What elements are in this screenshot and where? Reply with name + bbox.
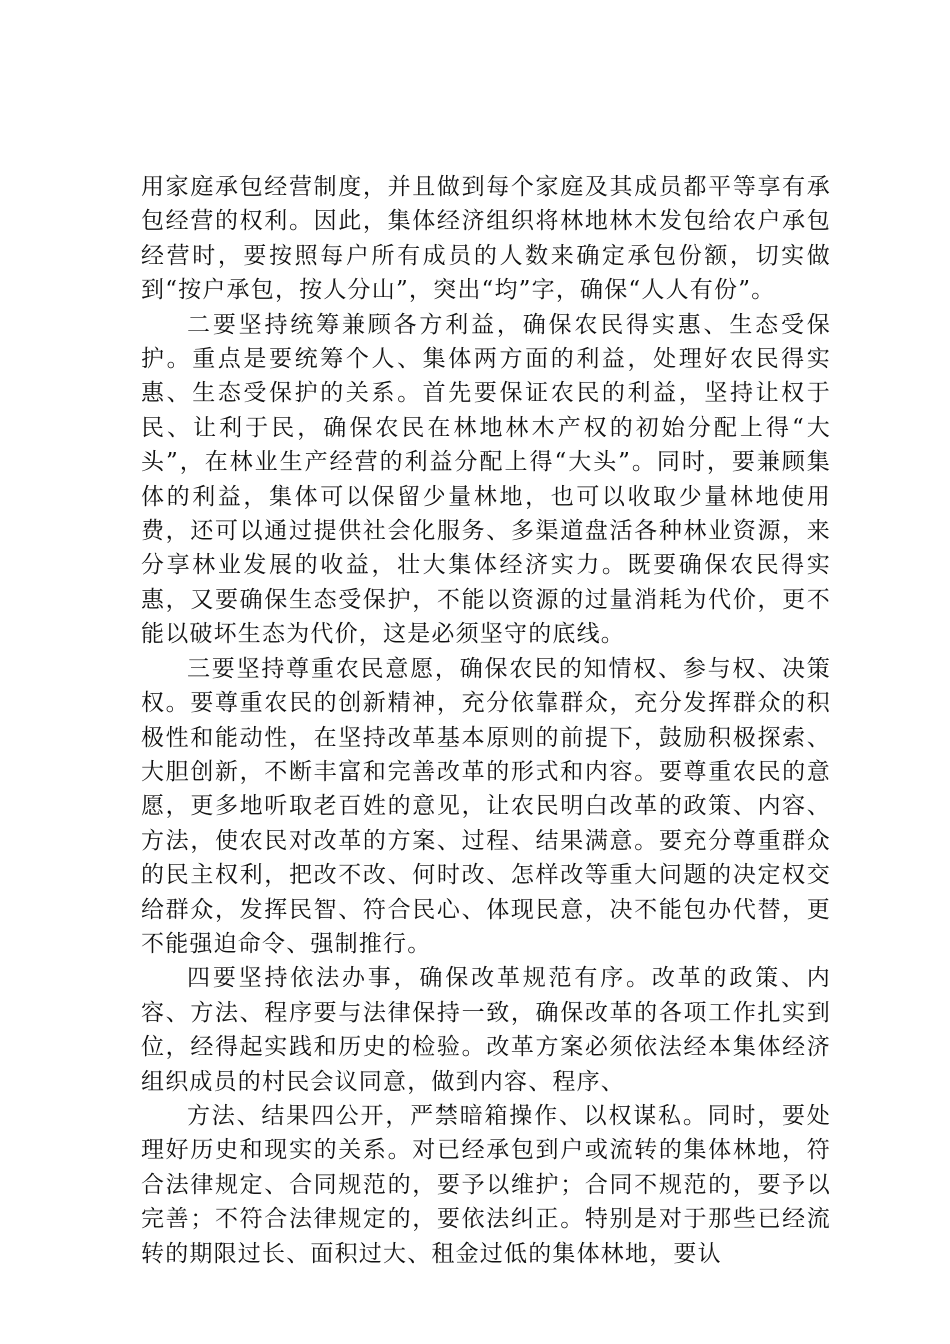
document-page [141,170,831,1271]
paragraph-5: 方法、结果四公开，严禁暗箱操作、以权谋私。同时，要处理好历史和现实的关系。对已经承包到户或流转的集体林地，符合法律规定、合同规范的，要予以维护；合同不规范的，要予以完善；不符合法律规定的，要依法纠正。特别是对于那些已经流转的期限过长、面积过大、租金过低的集体林地，要认 [141,1102,831,1267]
paragraph-2: 二要坚持统筹兼顾各方利益，确保农民得实惠、生态受保护。重点是要统筹个人、集体两方面的利益，处理好农民得实惠、生态受保护的关系。首先要保证农民的利益，坚持让权于民、让利于民，确保农民在林地林木产权的初始分配上得“大头”，在林业生产经营的利益分配上得“大头”。同时，要兼顾集体的利益，集体可以保留少量林地，也可以收取少量林地使用费，还可以通过提供社会化服务、多渠道盘活各种林业资源，来分享林业发展的收益，壮大集体经济实力。既要确保农民得实惠，又要确保生态受保护，不能以资源的过量消耗为代价，更不能以破坏生态为代价，这是必须坚守的底线。 [141,311,831,648]
paragraph-1: 用家庭承包经营制度，并且做到每个家庭及其成员都平等享有承包经营的权利。因此，集体经济组织将林地林木发包给农户承包经营时，要按照每户所有成员的人数来确定承包份额，切实做到“按户承包，按人分山”，突出“均”字，确保“人人有份”。 [141,174,831,304]
paragraph-4: 四要坚持依法办事，确保改革规范有序。改革的政策、内容、方法、程序要与法律保持一致，确保改革的各项工作扎实到位，经得起实践和历史的检验。改革方案必须依法经本集体经济组织成员的村民会议同意，做到内容、程序、 [141,965,831,1095]
paragraph-3: 三要坚持尊重农民意愿，确保农民的知情权、参与权、决策权。要尊重农民的创新精神，充分依靠群众，充分发挥群众的积极性和能动性，在坚持改革基本原则的前提下，鼓励积极探索、大胆创新，不断丰富和完善改革的形式和内容。要尊重农民的意愿，更多地听取老百姓的意见，让农民明白改革的政策、内容、方法，使农民对改革的方案、过程、结果满意。要充分尊重群众的民主权利，把改不改、何时改、怎样改等重大问题的决定权交给群众，发挥民智、符合民心、体现民意，决不能包办代替，更不能强迫命令、强制推行。 [141,655,831,957]
